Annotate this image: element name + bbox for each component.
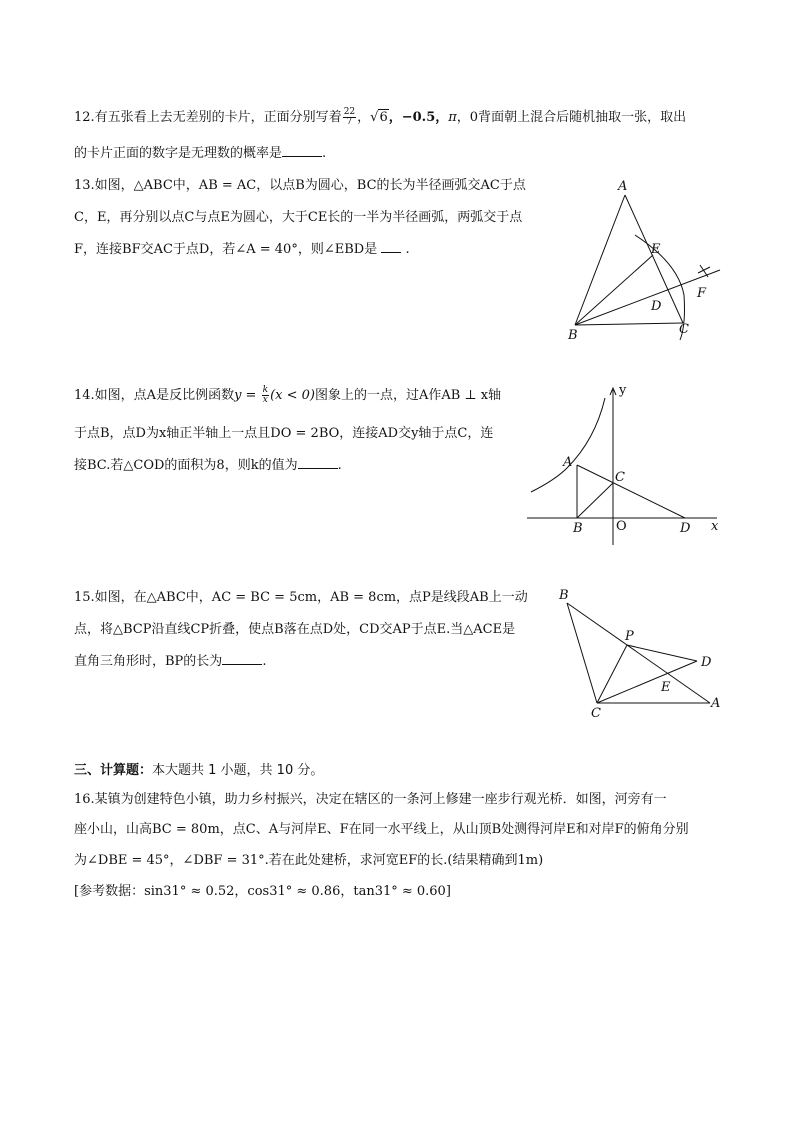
answer-blank-q13[interactable] [381, 240, 401, 253]
q14-label-c: C [615, 470, 625, 485]
q13-segment-be [575, 255, 653, 325]
q12-fraction: $\frac{22}{7}$ [343, 107, 356, 127]
q14-label-o: O [616, 519, 627, 534]
q14-segment-ad [577, 465, 685, 518]
q15-label-p: P [625, 629, 634, 644]
q14-label-b: B [573, 521, 583, 536]
q15-segment-bc [567, 603, 597, 703]
section-3-title: 三、计算题：本大题共 1 小题，共 10 分。 [74, 763, 324, 778]
q12-sqrt: √6 [370, 110, 388, 125]
q13-figure [560, 175, 730, 345]
q15-segment-ba [567, 603, 710, 703]
q15-line2: 点，将△BCP沿直线CP折叠，使点B落在点D处，CD交AP于点E.当△ACE是 [74, 622, 516, 637]
q13-label-c: C [679, 322, 689, 337]
q13-arc-mark-1 [698, 267, 710, 273]
q15-label-d: D [701, 655, 712, 670]
q16-line1: 16.某镇为创建特色小镇，助力乡村振兴，决定在辖区的一条河上修建一座步行观光桥．如图，河旁有一 [74, 792, 667, 807]
q14-line3: 接BC.若△COD的面积为8，则k的值为 . [74, 458, 342, 473]
q12-line2: 的卡片正面的数字是无理数的概率是 . [74, 146, 327, 161]
answer-blank-q12[interactable] [282, 144, 322, 157]
q12-text-a: 12.有五张看上去无差别的卡片，正面分别写着 [74, 110, 342, 125]
q14-label-y: y [619, 383, 627, 398]
q13-label-e: E [651, 242, 661, 257]
q13-segment-bc [575, 323, 683, 325]
answer-blank-q14[interactable] [298, 456, 338, 469]
q16-reference-data: [参考数据：sin31° ≈ 0.52，cos31° ≈ 0.86，tan31° ≈ 0.60] [74, 884, 451, 899]
q13-label-a: A [618, 179, 628, 194]
q13-label-f: F [697, 286, 707, 301]
q14-line2: 于点B，点D为x轴正半轴上一点且DO = 2BO，连接AD交y轴于点C，连 [74, 426, 494, 441]
q15-line3: 直角三角形时，BP的长为 . [74, 654, 267, 669]
q13-line1: 13.如图，△ABC中，AB = AC，以点B为圆心，BC的长为半径画弧交AC于点 [74, 178, 526, 193]
q15-label-e: E [661, 680, 671, 695]
answer-blank-q15[interactable] [222, 652, 262, 665]
q15-segment-cp [597, 645, 627, 703]
q15-label-b: B [559, 588, 569, 603]
q13-label-b: B [568, 328, 578, 343]
q15-line1: 15.如图，在△ABC中，AC = BC = 5cm，AB = 8cm，点P是线段AB上一动 [74, 590, 528, 605]
q14-figure [525, 380, 725, 550]
q13-line2: C，E，再分别以点C与点E为圆心，大于CE长的一半为半径画弧，两弧交于点 [74, 210, 523, 225]
q16-line3: 为∠DBE = 45°，∠DBF = 31°.若在此处建桥，求河宽EF的长.(结果精确到1m) [74, 853, 544, 868]
q14-label-d: D [680, 521, 691, 536]
q15-label-a: A [711, 696, 721, 711]
q12-line1: 12.有五张看上去无差别的卡片，正面分别写着 $\frac{22}{7}$ ，√6，−0.5，π，0背面朝上混合后随机抽取一张，取出 [74, 107, 687, 127]
q14-line1: 14.如图，点A是反比例函数y = $\frac{k}{x}$ (x < 0)图象上的一点，过A作AB ⊥ x轴 [74, 385, 502, 405]
q14-hyperbola [531, 398, 605, 492]
q15-segment-cd [597, 661, 697, 703]
q15-label-c: C [591, 706, 601, 721]
q16-line2: 座小山，山高BC = 80m，点C、A与河岸E、F在同一水平线上，从山顶B处测得河岸E和对岸F的俯角分别 [74, 822, 689, 837]
q14-label-a: A [563, 455, 573, 470]
q14-segment-bc [577, 483, 613, 518]
q13-segment-ab [575, 195, 625, 325]
q15-segment-pd [627, 645, 697, 661]
q13-label-d: D [651, 299, 662, 314]
q14-fraction: $\frac{k}{x}$ [262, 385, 269, 405]
q14-label-x: x [711, 519, 719, 534]
q15-figure [555, 585, 730, 720]
q13-line3: F，连接BF交AC于点D，若∠A = 40°，则∠EBD是 . [74, 242, 410, 257]
